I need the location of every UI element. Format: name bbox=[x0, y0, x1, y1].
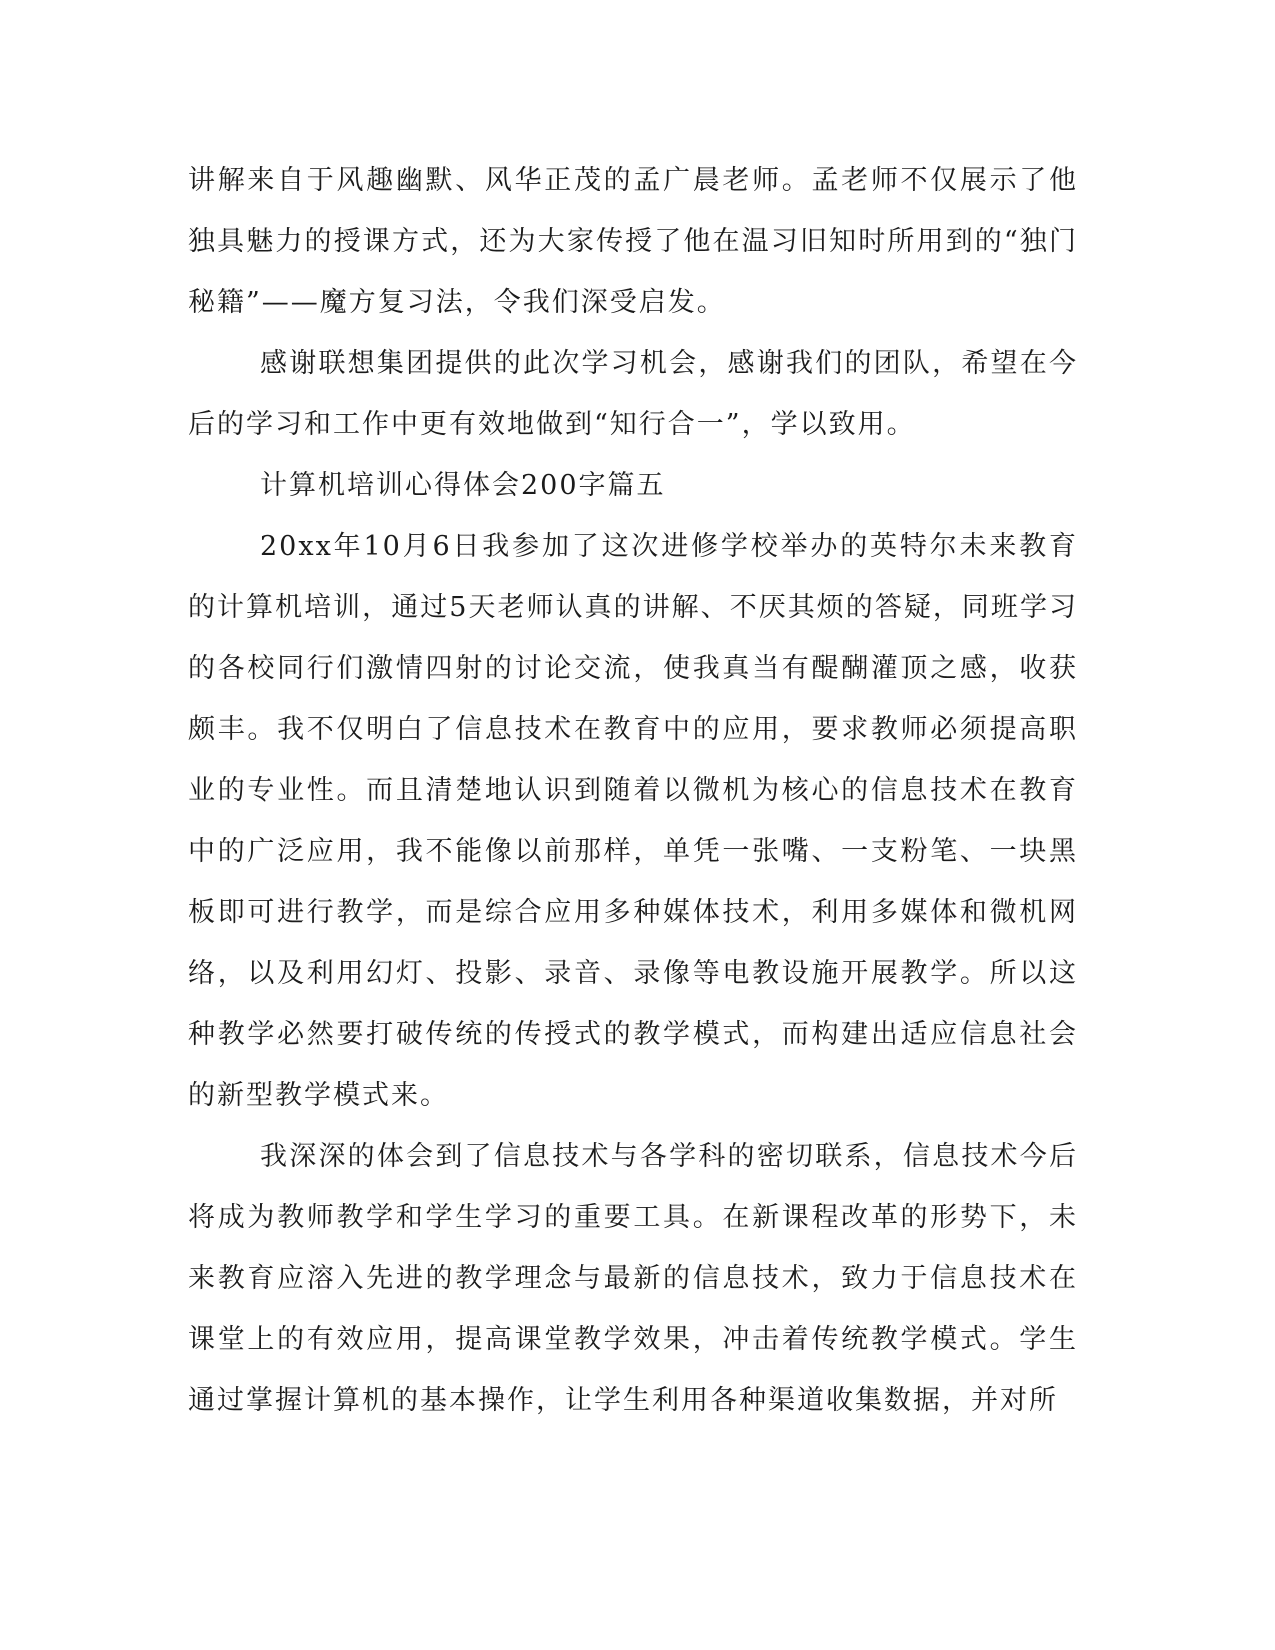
paragraph-reflection: 我深深的体会到了信息技术与各学科的密切联系，信息技术今后将成为教师教学和学生学习的重要工具。在新课程改革的形势下，未来教育应溶入先进的教学理念与最新的信息技术，致力于信息技术在课堂上的有效应用，提高课堂教学效果，冲击着传统教学模式。学生通过掌握计算机的基本操作，让学生利用各种渠道收集数据，并对所 bbox=[188, 1141, 1078, 1416]
document-body bbox=[188, 150, 1078, 1431]
section-heading: 计算机培训心得体会200字篇五 bbox=[260, 470, 666, 501]
paragraph-thanks: 感谢联想集团提供的此次学习机会，感谢我们的团队，希望在今后的学习和工作中更有效地做到“知行合一”，学以致用。 bbox=[188, 348, 1078, 440]
paragraph-continuation: 讲解来自于风趣幽默、风华正茂的孟广晨老师。孟老师不仅展示了他独具魅力的授课方式，还为大家传授了他在温习旧知时所用到的“独门秘籍”——魔方复习法，令我们深受启发。 bbox=[188, 165, 1078, 318]
paragraph-training: 20xx年10月6日我参加了这次进修学校举办的英特尔未来教育的计算机培训，通过5天老师认真的讲解、不厌其烦的答疑，同班学习的各校同行们激情四射的讨论交流，使我真当有醍醐灌顶之感，收获颇丰。我不仅明白了信息技术在教育中的应用，要求教师必须提高职业的专业性。而且清楚地认识到随着以微机为核心的信息技术在教育中的广泛应用，我不能像以前那样，单凭一张嘴、一支粉笔、一块黑板即可进行教学，而是综合应用多种媒体技术，利用多媒体和微机网络，以及利用幻灯、投影、录音、录像等电教设施开展教学。所以这种教学必然要打破传统的传授式的教学模式，而构建出适应信息社会的新型教学模式来。 bbox=[188, 531, 1078, 1111]
